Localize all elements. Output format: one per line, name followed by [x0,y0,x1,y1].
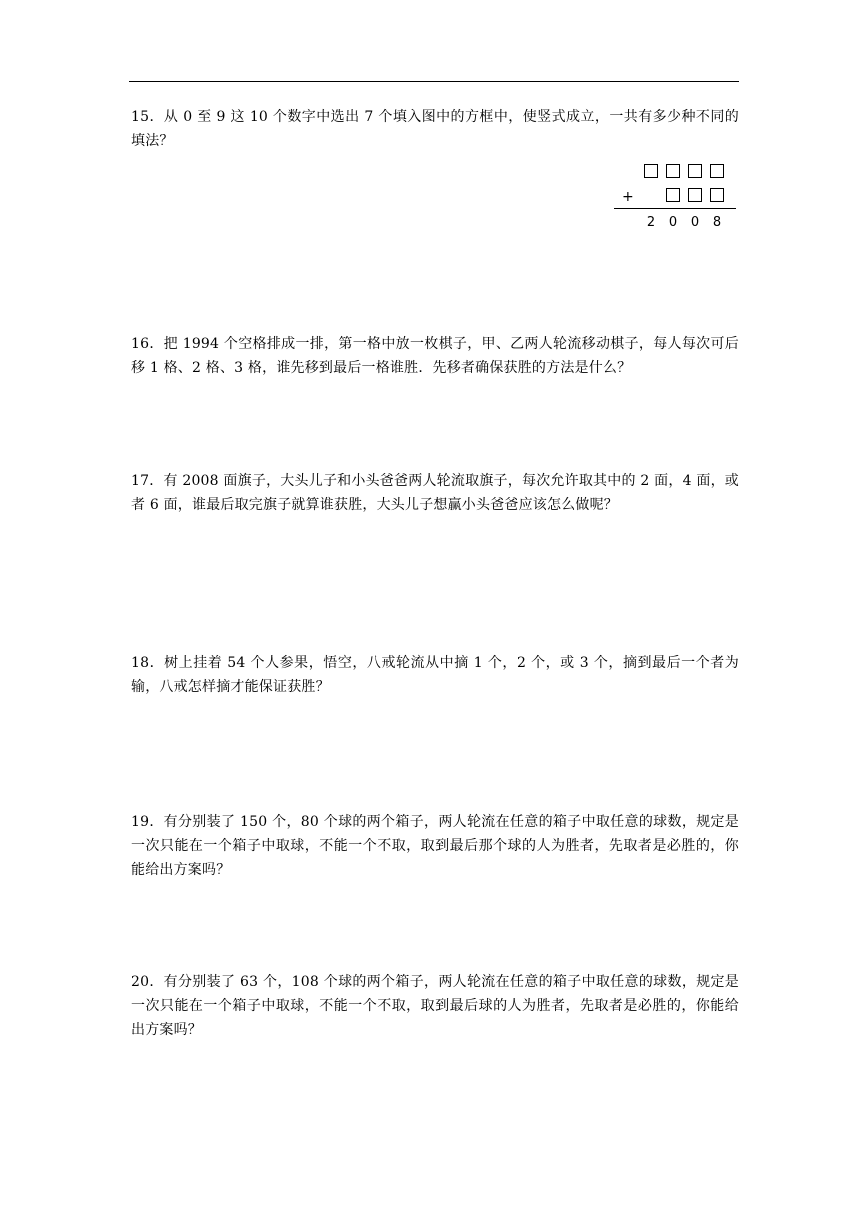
question-15: 15．从 0 至 9 这 10 个数字中选出 7 个填入图中的方框中，使竖式成立，一共有多少种不同的填法？ [131,109,739,149]
sum-line [614,208,736,209]
question-18: 18．树上挂着 54 个人参果，悟空，八戒轮流从中摘 1 个，2 个，或 3 个，摘到最后一个者为输，八戒怎样摘才能保证获胜？ [131,655,739,695]
digit-box [666,164,680,178]
header-rule [129,81,739,82]
digit-box [710,188,724,202]
result-digit: 0 [668,215,678,230]
digit-box [688,188,702,202]
question-20: 20．有分别装了 63 个，108 个球的两个箱子，两人轮流在任意的箱子中取任意的球数，规定是一次只能在一个箱子中取球，不能一个不取，取到最后球的人为胜者，先取者是必胜的，你能给出方案吗？ [131,974,739,1038]
question-16: 16．把 1994 个空格排成一排，第一格中放一枚棋子，甲、乙两人轮流移动棋子，每人每次可后移 1 格、2 格、3 格，谁先移到最后一格谁胜．先移者确保获胜的方法是什么？ [131,336,739,376]
question-19: 19．有分别装了 150 个，80 个球的两个箱子，两人轮流在任意的箱子中取任意的球数，规定是一次只能在一个箱子中取球，不能一个不取，取到最后那个球的人为胜者，先取者是必胜的，你能给出方案吗？ [131,814,739,878]
vertical-addition-figure [600,160,740,240]
question-17: 17．有 2008 面旗子，大头儿子和小头爸爸两人轮流取旗子，每次允许取其中的 2 面，4 面，或者 6 面，谁最后取完旗子就算谁获胜，大头儿子想赢小头爸爸应该怎么做呢？ [131,473,739,513]
digit-box [644,164,658,178]
plus-sign: + [622,189,634,205]
result-digit: 8 [712,215,722,230]
result-digit: 0 [690,215,700,230]
result-digit: 2 [646,215,656,230]
digit-box [710,164,724,178]
digit-box [688,164,702,178]
digit-box [666,188,680,202]
